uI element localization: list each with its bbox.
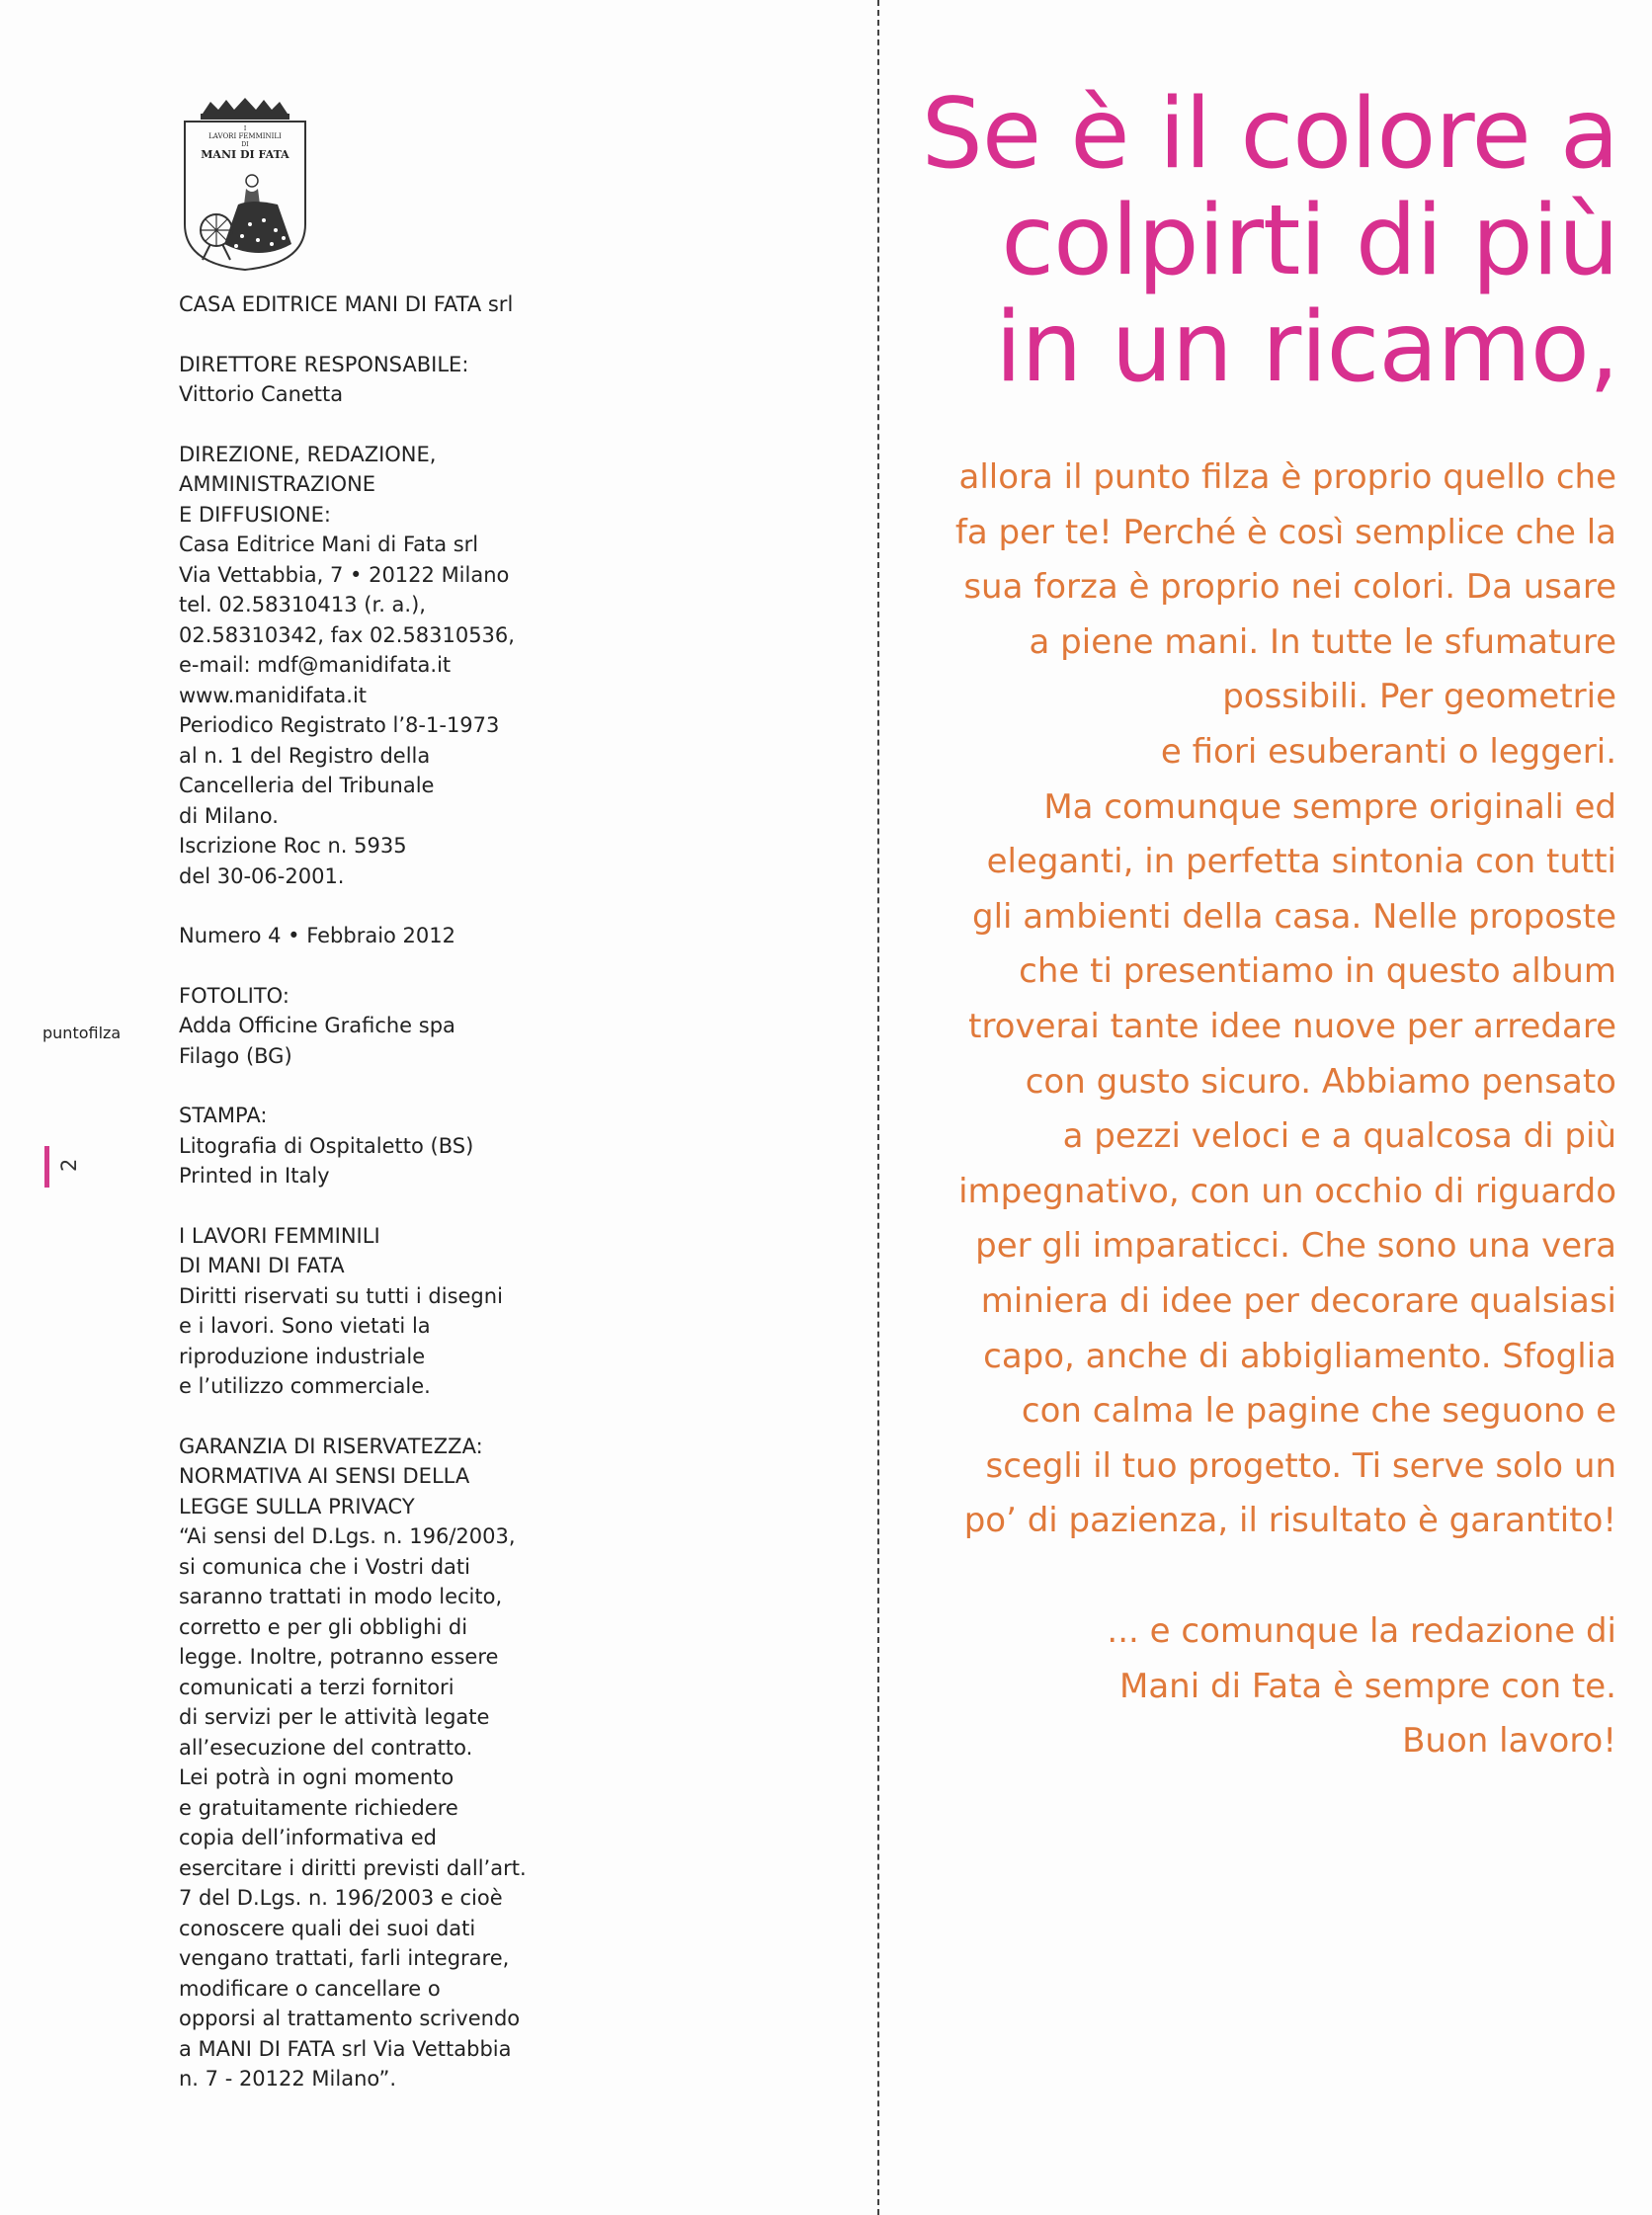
body-line: possibili. Per geometrie xyxy=(1222,677,1616,717)
body-line: con gusto sicuro. Abbiamo pensato xyxy=(1025,1061,1616,1102)
logo-text-i: I xyxy=(243,125,247,132)
publisher-name: CASA EDITRICE MANI DI FATA srl xyxy=(179,292,514,316)
page-number: 2 xyxy=(57,1158,81,1172)
headline-line: Se è il colore a xyxy=(921,78,1618,191)
colophon xyxy=(179,289,594,2124)
body-line: e fiori esuberanti o leggeri. xyxy=(1160,731,1616,772)
body-line: miniera di idee per decorare qualsiasi xyxy=(980,1280,1616,1321)
body-line: gli ambienti della casa. Nelle proposte xyxy=(972,896,1616,937)
intro-body xyxy=(846,451,1616,1549)
body-line: allora il punto filza è proprio quello che xyxy=(958,457,1616,497)
photolith-block: FOTOLITO: Adda Officine Grafiche spa Filago (BG) xyxy=(179,983,455,1068)
closing-line: ... e comunque la redazione di xyxy=(1107,1611,1616,1651)
body-line: sua forza è proprio nei colori. Da usare xyxy=(963,567,1616,608)
closing-note xyxy=(846,1604,1616,1769)
closing-line: Buon lavoro! xyxy=(1402,1721,1616,1762)
mani-di-fata-logo xyxy=(181,96,309,272)
body-line: Ma comunque sempre originali ed xyxy=(1043,786,1616,827)
director-block: DIRETTORE RESPONSABILE: Vittorio Canetta xyxy=(179,352,469,406)
rights-block: I LAVORI FEMMINILI DI MANI DI FATA Diritti riservati su tutti i disegni e i lavori. Sono vietati la riproduzione industriale e l’utilizzo commerciale. xyxy=(179,1223,503,1398)
body-line: troverai tante idee nuove per arredare xyxy=(968,1006,1616,1046)
body-line: per gli imparaticci. Che sono una vera xyxy=(975,1226,1616,1267)
body-line: impegnativo, con un occhio di riguardo xyxy=(958,1171,1616,1211)
closing-line: Mani di Fata è sempre con te. xyxy=(1119,1666,1616,1706)
headline-line: in un ricamo, xyxy=(995,291,1618,404)
editorial-office-block: DIREZIONE, REDAZIONE, AMMINISTRAZIONE E DIFFUSIONE: Casa Editrice Mani di Fata srl Via Vettabbia, 7 • 20122 Milano tel. 02.58310413 (r. a.), 02.58310342, fax 02.58310536, e-mail: mdf@manidifata.it www.manidifata.it Periodico Registrato l’8-1-1973 al n. 1 del Registro della Cancelleria del Tribunale di Milano. Iscrizione Roc n. 5935 del 30-06-2001. xyxy=(179,442,515,888)
body-line: a pezzi veloci e a qualcosa di più xyxy=(1062,1116,1616,1157)
privacy-block: GARANZIA DI RISERVATEZZA: NORMATIVA AI SENSI DELLA LEGGE SULLA PRIVACY “Ai sensi del D.Lgs. n. 196/2003, si comunica che i Vostri dati saranno trattati in modo lecito, corretto e per gli obblighi di legge. Inoltre, potranno essere comunicati a terzi fornitori di servizi per le attività legate all’esecuzione del contratto. Lei potrà in ogni momento e gratuitamente richiedere copia dell’informativa ed esercitare i diritti previsti dall’art. 7 del D.Lgs. n. 196/2003 e cioè conoscere quali dei suoi dati vengano trattati, farli integrare, modificare o cancellare o opporsi al trattamento scrivendo a MANI DI FATA srl Via Vettabbia n. 7 - 20122 Milano”. xyxy=(179,1434,527,2091)
headline-line: colpirti di più xyxy=(1001,185,1618,297)
logo-text-di: DI xyxy=(241,141,249,148)
body-line: capo, anche di abbigliamento. Sfoglia xyxy=(983,1336,1616,1376)
logo-text-lavori: LAVORI FEMMINILI xyxy=(208,132,282,140)
body-line: con calma le pagine che seguono e xyxy=(1021,1391,1616,1432)
headline xyxy=(848,78,1618,404)
logo-emblem xyxy=(181,96,309,272)
print-block: STAMPA: Litografia di Ospitaletto (BS) Printed in Italy xyxy=(179,1104,474,1188)
body-line: scegli il tuo progetto. Ti serve solo un xyxy=(985,1445,1616,1486)
logo-text-mani-di-fata: MANI DI FATA xyxy=(201,148,289,161)
body-line: fa per te! Perché è così semplice che la xyxy=(954,512,1616,552)
body-line: po’ di pazienza, il risultato è garantito! xyxy=(963,1501,1616,1541)
body-line: a piene mani. In tutte le sfumature xyxy=(1029,621,1616,662)
body-line: che ti presentiamo in questo album xyxy=(1019,951,1616,992)
section-accent-bar xyxy=(44,1146,49,1188)
section-label: puntofilza xyxy=(42,1024,122,1042)
issue-number: Numero 4 • Febbraio 2012 xyxy=(179,924,456,947)
body-line: eleganti, in perfetta sintonia con tutti xyxy=(986,842,1616,882)
